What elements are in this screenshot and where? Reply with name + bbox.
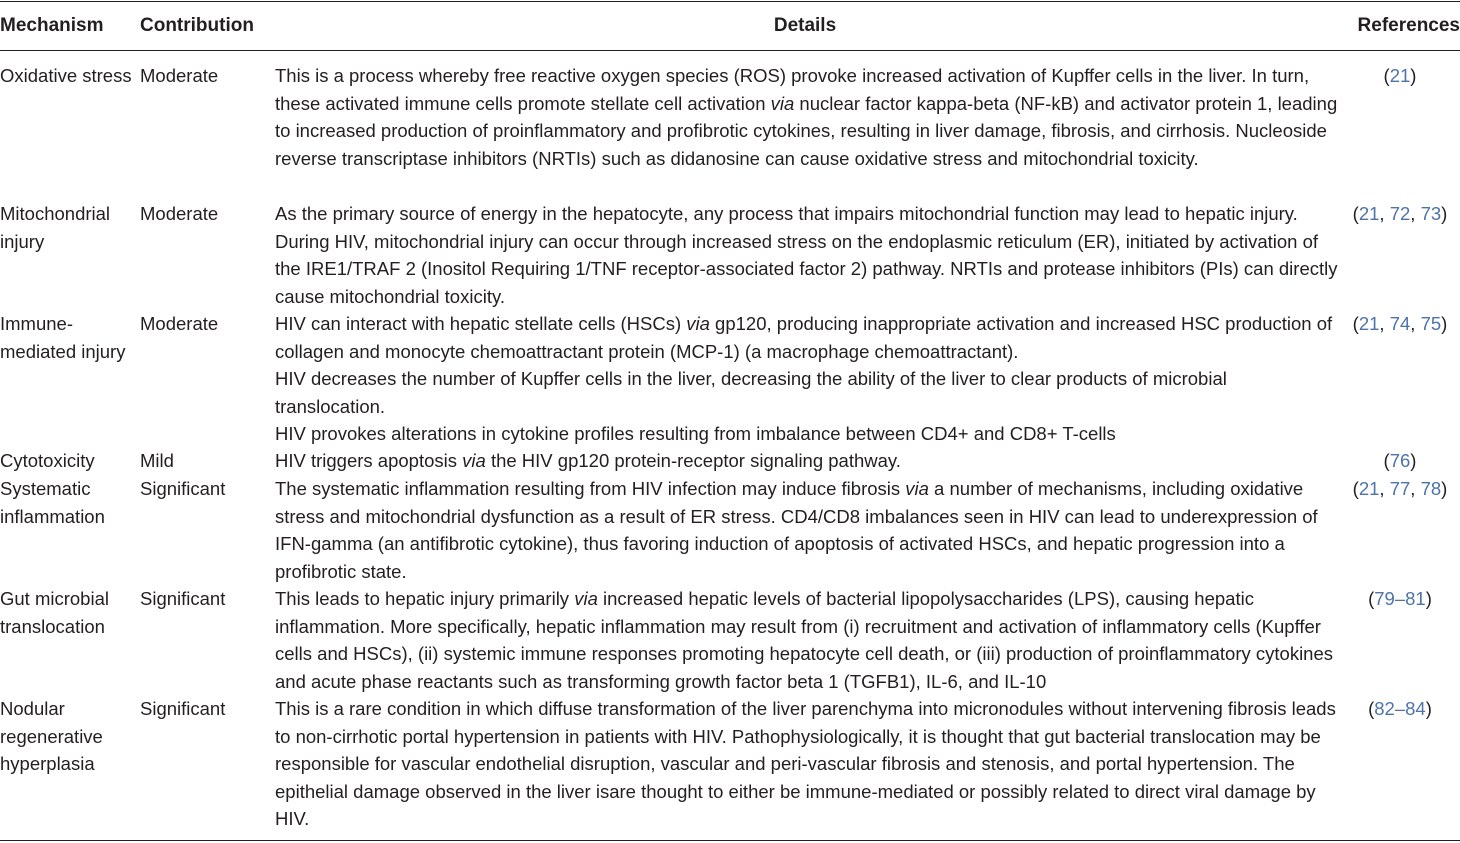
mechanism-cell: Nodular regenerative hyperplasia	[0, 698, 103, 774]
details-paragraph	[275, 62, 1340, 172]
references-cell: (21, 74, 75)	[1352, 313, 1448, 334]
reference-link[interactable]: 21	[1358, 203, 1380, 224]
italic-text: via	[770, 92, 795, 114]
header-references: References	[1357, 15, 1460, 36]
reference-link[interactable]: 73	[1420, 203, 1442, 224]
details-text: a number of mechanisms, including oxidative stress and mitochondrial dysfunction as a result of ER stress. CD4/CD8 imbalances seen in HIV can lead to underexpression of IFN-gamma (an antifibrotic cytokine), thus favoring induction of apoptosis of activated HSCs, and hepatic progression into a profibrotic state.	[275, 478, 1318, 582]
details-text: This is a process whereby free reactive oxygen species (ROS) provoke increased activation of Kupffer cells in the liver. In turn, these activated immune cells promote stellate cell activation	[275, 65, 1310, 114]
contribution-cell: Significant	[140, 478, 226, 499]
italic-text: via	[905, 478, 929, 499]
reference-link[interactable]: 76	[1389, 450, 1411, 471]
references-cell: (76)	[1383, 450, 1417, 471]
table-bottom-rule	[0, 840, 1460, 841]
details-paragraph	[275, 695, 1340, 833]
details-cell	[275, 62, 1340, 172]
details-cell	[275, 695, 1340, 833]
contribution-cell: Moderate	[140, 203, 219, 224]
details-text: HIV provokes alterations in cytokine profiles resulting from imbalance between CD4+ and CD8+ T-cells	[275, 423, 1116, 444]
mechanism-cell: Mitochondrial injury	[0, 203, 111, 252]
reference-link[interactable]: 75	[1420, 313, 1442, 334]
italic-text: via	[686, 313, 710, 334]
references-cell: (21, 72, 73)	[1352, 203, 1448, 224]
italic-text: via	[574, 588, 598, 609]
mechanism-cell: Cytotoxicity	[0, 450, 95, 471]
mechanism-cell: Gut microbial translocation	[0, 588, 109, 637]
details-paragraph	[275, 365, 1340, 420]
reference-link[interactable]: 21	[1358, 313, 1380, 334]
contribution-cell: Moderate	[140, 65, 219, 86]
details-text: HIV triggers apoptosis	[275, 450, 463, 471]
reference-link[interactable]: 74	[1389, 313, 1411, 334]
details-cell	[275, 475, 1340, 585]
details-text: HIV decreases the number of Kupffer cells in the liver, decreasing the ability of the liver to clear products of microbial translocation.	[275, 368, 1227, 417]
contribution-cell: Moderate	[140, 313, 219, 334]
details-text: gp120, producing inappropriate activation and increased HSC production of collagen and monocyte chemoattractant protein (MCP-1) (a macrophage chemoattractant).	[275, 313, 1333, 362]
reference-link[interactable]: 77	[1389, 478, 1411, 499]
details-cell	[275, 200, 1340, 310]
header-rule	[0, 50, 1460, 51]
mechanism-cell: Immune-mediated injury	[0, 313, 126, 362]
details-paragraph	[275, 310, 1340, 365]
italic-text: via	[462, 450, 486, 471]
details-text: nuclear factor kappa-beta (NF-kB) and activator protein 1, leading to increased production of proinflammatory and profibrotic cytokines, resulting in liver damage, fibrosis, and cirrhosis. Nucleoside reverse transcriptase inhibitors (NRTIs) such as didanosine can cause oxidative stress and mitochondrial toxicity.	[275, 92, 1338, 169]
reference-link[interactable]: 72	[1389, 203, 1411, 224]
references-cell: (82–84)	[1368, 698, 1432, 719]
references-cell: (21, 77, 78)	[1352, 478, 1448, 499]
header-contribution: Contribution	[140, 15, 254, 36]
details-paragraph	[275, 475, 1340, 585]
details-paragraph	[275, 585, 1340, 695]
details-paragraph	[275, 420, 1340, 448]
details-cell	[275, 447, 1340, 475]
reference-link[interactable]: 82–84	[1374, 698, 1426, 719]
header-mechanism: Mechanism	[0, 15, 104, 36]
details-text: the HIV gp120 protein-receptor signaling pathway.	[485, 450, 901, 471]
header-details: Details	[773, 15, 837, 36]
reference-link[interactable]: 21	[1389, 65, 1411, 86]
details-text: increased hepatic levels of bacterial lipopolysaccharides (LPS), causing hepatic inflammation. More specifically, hepatic inflammation may result from (i) recruitment and activation of inflammatory cells (Kupffer cells and HSCs), (ii) systemic immune responses promoting hepatocyte cell death, or (iii) production of proinflammatory cytokines and acute phase reactants such as transforming growth factor beta 1 (TGFB1), IL-6, and IL-10	[275, 588, 1334, 692]
mechanism-cell: Systematic inflammation	[0, 478, 105, 527]
references-cell: (79–81)	[1368, 588, 1432, 609]
details-text: The systematic inflammation resulting from HIV infection may induce fibrosis	[275, 478, 906, 499]
mechanism-cell: Oxidative stress	[0, 65, 132, 86]
details-text: This leads to hepatic injury primarily	[275, 588, 575, 609]
details-text: This is a rare condition in which diffuse transformation of the liver parenchyma into micronodules without intervening fibrosis leads to non-cirrhotic portal hypertension in patients with HIV. Pathophysiologically, it is thought that gut bacterial translocation may be responsible for vascular endothelial disruption, vascular and peri-vascular fibrosis and stenosis, and portal hypertension. The epithelial damage observed in the liver isare thought to either be immune-mediated or possibly related to direct viral damage by HIV.	[275, 698, 1336, 829]
details-paragraph	[275, 200, 1340, 310]
details-text: HIV can interact with hepatic stellate cells (HSCs)	[275, 313, 687, 334]
details-paragraph	[275, 447, 1340, 475]
references-cell: (21)	[1383, 65, 1417, 86]
details-cell	[275, 585, 1340, 695]
reference-link[interactable]: 79–81	[1374, 588, 1426, 609]
reference-link[interactable]: 78	[1420, 478, 1442, 499]
contribution-cell: Significant	[140, 698, 226, 719]
contribution-cell: Significant	[140, 588, 226, 609]
reference-link[interactable]: 21	[1358, 478, 1380, 499]
details-text: As the primary source of energy in the hepatocyte, any process that impairs mitochondrial function may lead to hepatic injury. During HIV, mitochondrial injury can occur through increased stress on the endoplasmic reticulum (ER), initiated by activation of the IRE1/TRAF 2 (Inositol Requiring 1/TNF receptor-associated factor 2) pathway. NRTIs and protease inhibitors (PIs) can directly cause mitochondrial toxicity.	[275, 203, 1338, 307]
table-top-rule	[0, 1, 1460, 2]
details-cell	[275, 310, 1340, 448]
contribution-cell: Mild	[140, 450, 174, 471]
